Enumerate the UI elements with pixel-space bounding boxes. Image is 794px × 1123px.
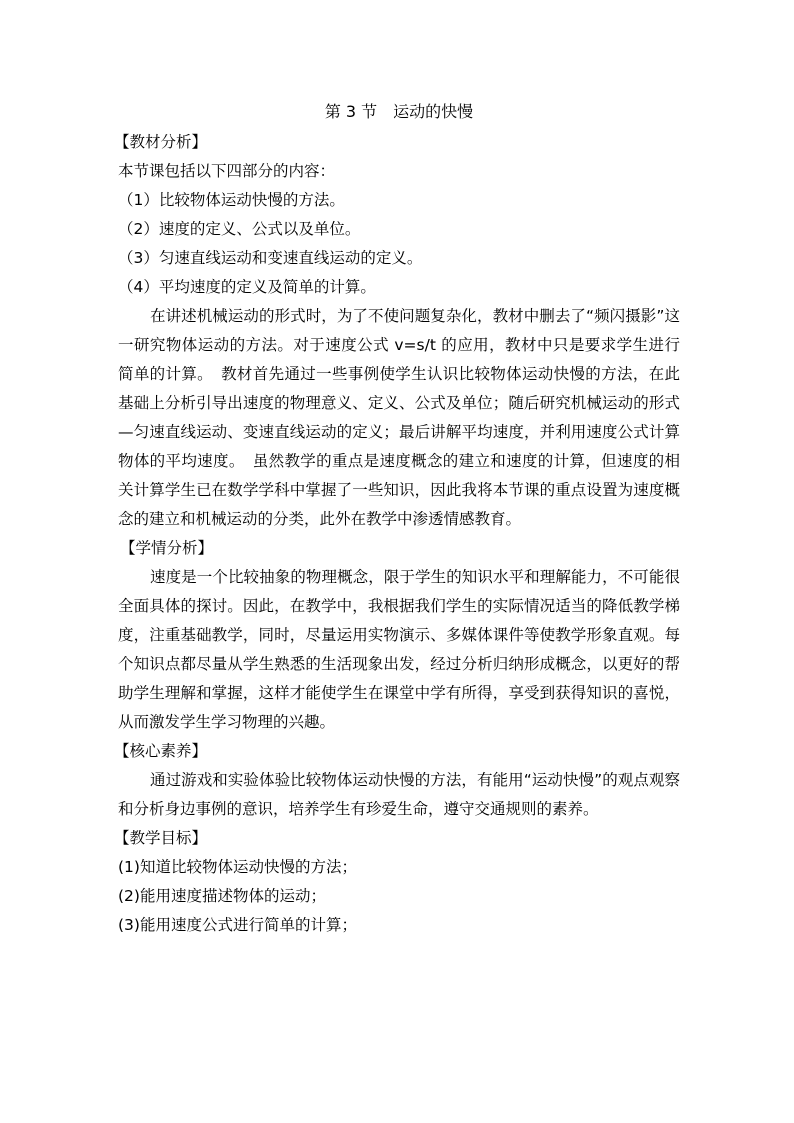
document-page bbox=[114, 96, 680, 940]
section-heading-goals: 【教学目标】 bbox=[114, 829, 208, 847]
section-heading-material: 【教材分析】 bbox=[114, 133, 208, 151]
goal-item: (2)能用速度描述物体的运动； bbox=[118, 887, 326, 905]
material-item: （2）速度的定义、公式以及单位。 bbox=[118, 220, 361, 238]
material-item: （4）平均速度的定义及简单的计算。 bbox=[118, 278, 376, 296]
material-paragraph: 在讲述机械运动的形式时，为了不使问题复杂化，教材中删去了“频闪摄影”这一研究物体运动的方法。对于速度公式 v=s/t 的应用，教材中只是要求学生进行简单的计算。 教材首先通过一些事例使学生认识比较物体运动快慢的方法，在此基础上分析引导出速度的物理意义、定义、公式及单位；随后研究机械运动的形式—匀速直线运动、变速直线运动的定义；最后讲解平均速度，并利用速度公式计算物体的平均速度。 虽然教学的重点是速度概念的建立和速度的计算，但速度的相关计算学生已在数学学科中掌握了一些知识，因此我将本节课的重点设置为速度概念的建立和机械运动的分类，此外在教学中渗透情感教育。 bbox=[118, 307, 680, 528]
material-item: （3）匀速直线运动和变速直线运动的定义。 bbox=[118, 249, 423, 267]
material-intro: 本节课包括以下四部分的内容： bbox=[118, 162, 336, 180]
students-paragraph: 速度是一个比较抽象的物理概念，限于学生的知识水平和理解能力，不可能很全面具体的探讨。因此，在教学中，我根据我们学生的实际情况适当的降低教学梯度，注重基础教学，同时，尽量运用实物演示、多媒体课件等使教学形象直观。每个知识点都尽量从学生熟悉的生活现象出发，经过分析归纳形成概念，以更好的帮助学生理解和掌握，这样才能使学生在课堂中学有所得，享受到获得知识的喜悦，从而激发学生学习物理的兴趣。 bbox=[118, 568, 680, 731]
document-title: 第 3 节 运动的快慢 bbox=[324, 102, 474, 121]
section-heading-students: 【学情分析】 bbox=[120, 539, 214, 557]
goal-item: (3)能用速度公式进行简单的计算； bbox=[118, 916, 357, 934]
literacy-paragraph: 通过游戏和实验体验比较物体运动快慢的方法，有能用“运动快慢”的观点观察和分析身边事例的意识，培养学生有珍爱生命，遵守交通规则的素养。 bbox=[118, 771, 680, 818]
section-heading-literacy: 【核心素养】 bbox=[114, 742, 208, 760]
material-item: （1）比较物体运动快慢的方法。 bbox=[118, 191, 345, 209]
goal-item: (1)知道比较物体运动快慢的方法； bbox=[118, 858, 357, 876]
